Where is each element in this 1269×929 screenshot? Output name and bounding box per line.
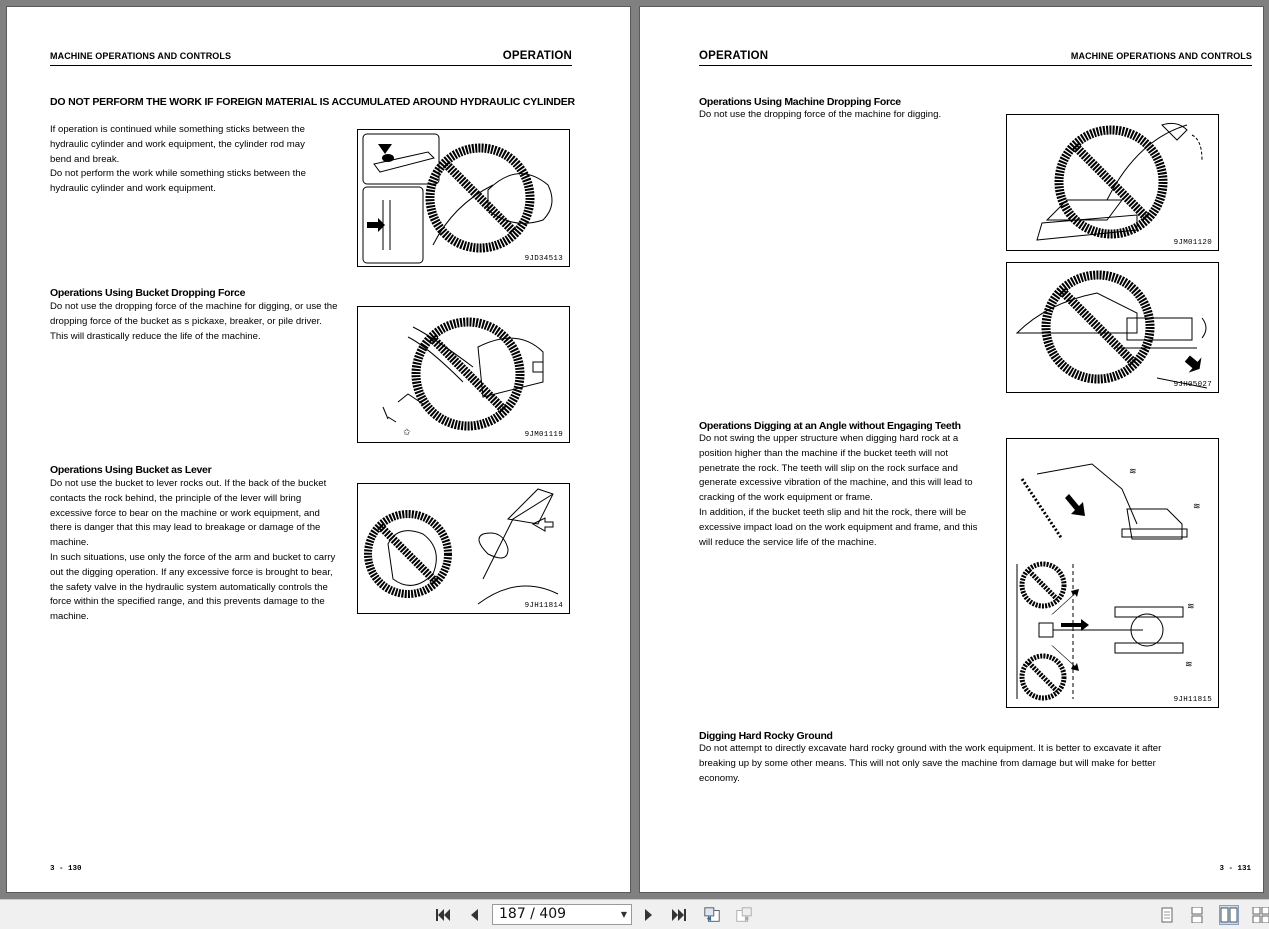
- paragraph: Do not swing the upper structure when digging hard rock at a position higher than the machine if the bucket teeth will not penetrate the rock. The teeth will slip on the rock surface and generate excessive vibration of the machine, and this will lead to cracking of the work equipment or frame. In addition, if the bucket teeth slip and hit the rock, there will be excessive impact load on the work equipment and frame, and this will reduce the service life of the machine.: [699, 433, 978, 548]
- page-indicator: 187 / 409: [499, 906, 567, 922]
- page-left: [6, 6, 631, 893]
- page-header: [50, 47, 572, 66]
- svg-text:≋: ≋: [1187, 602, 1195, 612]
- paragraph: Do not use the bucket to lever rocks out. If the back of the bucket contacts the rock behind, the principle of the lever will bring excessive force to bear on the machine or work equipment, and there is danger that this may lead to breakage or damage of the machine. In such situations, use only the force of the arm and bucket to carry out the digging operation. If any excessive force is brought to bear, the safety valve in the hydraulic system automatically controls the force within the specified range, and this prevents damage to the machine.: [50, 478, 336, 623]
- figure-code: 9JM01119: [524, 431, 563, 439]
- figure-code: 9JH11815: [1173, 696, 1212, 704]
- section-title: Operations Using Bucket Dropping Force: [50, 287, 246, 299]
- paragraph: Do not use the dropping force of the machine for digging, or use the dropping force of the bucket as s pickaxe, breaker, or pile driver. This will drastically reduce the life of the machine.: [50, 301, 338, 342]
- header-chapter-label: OPERATION: [502, 50, 572, 62]
- section-title: Operations Using Bucket as Lever: [50, 464, 212, 476]
- figure-code: 9JH05027: [1173, 381, 1212, 389]
- figure-hydraulic-cylinder: [357, 129, 570, 267]
- chevron-down-icon[interactable]: ▼: [620, 910, 627, 919]
- page-number: 3 - 131: [1219, 865, 1251, 873]
- figure-code: 9JM01120: [1173, 239, 1212, 247]
- header-section-label: MACHINE OPERATIONS AND CONTROLS: [50, 51, 232, 61]
- viewer-toolbar: [0, 899, 1269, 929]
- paragraph: Do not attempt to directly excavate hard rocky ground with the work equipment. It is better to excavate it after breaking up by some other means. This will not only save the machine from damage but will make for better economy.: [699, 743, 1162, 784]
- go-forward-icon[interactable]: [735, 906, 753, 924]
- svg-text:≋: ≋: [1185, 660, 1193, 670]
- section-title: DO NOT PERFORM THE WORK IF FOREIGN MATERIAL IS ACCUMULATED AROUND HYDRAULIC CYLINDER: [50, 96, 575, 108]
- svg-text:≋: ≋: [1129, 467, 1137, 477]
- continuous-facing-view-icon[interactable]: [1251, 905, 1269, 925]
- page-number-field[interactable]: [492, 904, 632, 925]
- figure-bucket-dropping: [357, 306, 570, 443]
- section-title: Operations Using Machine Dropping Force: [699, 96, 901, 108]
- figure-bucket-lever: [357, 483, 570, 614]
- figure-machine-dropping: [1006, 114, 1219, 251]
- header-section-label: MACHINE OPERATIONS AND CONTROLS: [1070, 51, 1252, 61]
- section-title: Operations Digging at an Angle without Engaging Teeth: [699, 420, 961, 432]
- single-page-view-icon[interactable]: [1157, 905, 1177, 925]
- page-header: [699, 47, 1252, 66]
- last-page-icon[interactable]: [670, 906, 688, 924]
- figure-code: 9JD34513: [524, 255, 563, 263]
- figure-digging-angle: [1006, 438, 1219, 708]
- page-number: 3 - 130: [50, 865, 82, 873]
- figure-code: 9JH11814: [524, 602, 563, 610]
- svg-text:✩: ✩: [403, 428, 411, 438]
- first-page-icon[interactable]: [434, 906, 452, 924]
- continuous-view-icon[interactable]: [1187, 905, 1207, 925]
- section-title: Digging Hard Rocky Ground: [699, 730, 833, 742]
- page-right: [639, 6, 1264, 893]
- paragraph: Do not use the dropping force of the machine for digging.: [699, 109, 942, 120]
- facing-pages-view-icon[interactable]: [1219, 905, 1239, 925]
- next-page-icon[interactable]: [640, 906, 658, 924]
- go-back-icon[interactable]: [703, 906, 721, 924]
- paragraph: If operation is continued while something sticks between the hydraulic cylinder and work equipment, the cylinder rod may bend and break. Do not perform the work while something sticks between the hydraulic cylinder and work equipment.: [50, 124, 306, 195]
- previous-page-icon[interactable]: [465, 906, 483, 924]
- figure-machine-dropping-2: [1006, 262, 1219, 393]
- header-chapter-label: OPERATION: [699, 50, 769, 62]
- svg-text:≋: ≋: [1193, 502, 1201, 512]
